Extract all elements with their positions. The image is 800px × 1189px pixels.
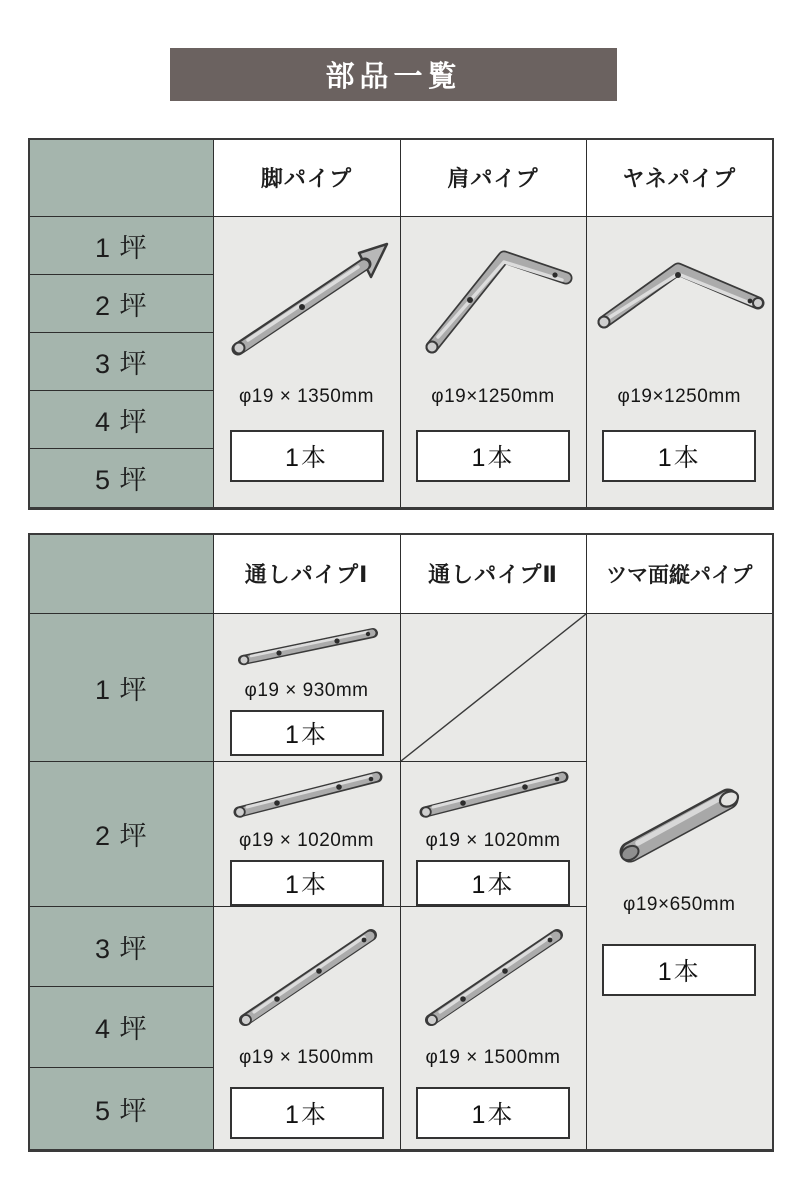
parts-table-top — [28, 138, 774, 510]
row-label-5tsubo: 5 坪 — [29, 448, 213, 508]
toshi-pipe1-345tsubo-cell — [213, 906, 400, 1150]
leg-pipe-quantity-box — [230, 430, 384, 482]
shoulder-pipe-quantity-box — [416, 430, 570, 482]
toshi-pipe2-2tsubo-dimension: φ19 × 1020mm — [425, 829, 561, 851]
toshi-pipe1-1tsubo-cell — [213, 613, 400, 761]
leg-pipe-icon — [218, 227, 396, 372]
toshi-pipe2-2tsubo-quantity-box — [416, 860, 570, 906]
toshi-pipe2-345tsubo-dimension: φ19 × 1500mm — [425, 1046, 561, 1068]
parts-table-bottom — [28, 533, 774, 1152]
straight-pipe-icon — [407, 917, 579, 1037]
toshi-pipe1-1tsubo-quantity-box — [230, 710, 384, 756]
straight-pipe-icon — [221, 917, 393, 1037]
toshi-pipe2-1tsubo-not-applicable-cell — [400, 613, 586, 761]
toshi-pipe2-345tsubo-quantity: 1本 — [471, 1100, 515, 1129]
row-label-3tsubo: 3 坪 — [29, 906, 213, 986]
column-header-tsuma-pipe: ツマ面縦パイプ — [586, 534, 773, 613]
straight-pipe-icon — [221, 762, 393, 824]
row-label-1tsubo: 1 坪 — [29, 613, 213, 761]
column-header-leg-pipe: 脚パイプ — [213, 139, 400, 216]
roof-pipe-dimension: φ19×1250mm — [617, 386, 741, 407]
roof-pipe-quantity: 1本 — [657, 444, 701, 472]
row-label-1tsubo: 1 坪 — [29, 216, 213, 274]
roof-pipe-icon — [590, 227, 768, 372]
column-header-toshi-pipe-1: 通しパイプⅠ — [213, 534, 400, 613]
column-header-shoulder-pipe: 肩パイプ — [400, 139, 586, 216]
corner-cell — [29, 534, 213, 613]
toshi-pipe1-2tsubo-cell — [213, 761, 400, 906]
toshi-pipe2-345tsubo-quantity-box — [416, 1087, 570, 1139]
row-label-3tsubo: 3 坪 — [29, 332, 213, 390]
row-label-4tsubo: 4 坪 — [29, 986, 213, 1067]
toshi-pipe2-2tsubo-quantity: 1本 — [471, 870, 515, 899]
diagonal-slash-icon — [401, 614, 586, 761]
page-title: 部品一覧 — [170, 48, 617, 101]
row-label-5tsubo: 5 坪 — [29, 1067, 213, 1150]
tsuma-pipe-cell — [586, 613, 773, 1150]
row-label-2tsubo: 2 坪 — [29, 274, 213, 332]
corner-cell — [29, 139, 213, 216]
row-label-4tsubo: 4 坪 — [29, 390, 213, 448]
toshi-pipe1-2tsubo-dimension: φ19 × 1020mm — [238, 829, 375, 851]
tsuma-pipe-quantity-box — [602, 944, 756, 996]
toshi-pipe2-345tsubo-cell — [400, 906, 586, 1150]
tsuma-pipe-dimension: φ19×650mm — [623, 893, 736, 915]
toshi-pipe1-2tsubo-quantity: 1本 — [285, 870, 328, 899]
tsuma-pipe-quantity: 1本 — [657, 957, 701, 986]
toshi-pipe1-345tsubo-dimension: φ19 × 1500mm — [238, 1046, 375, 1068]
straight-pipe-icon — [221, 618, 393, 674]
toshi-pipe1-1tsubo-quantity: 1本 — [285, 721, 328, 749]
leg-pipe-quantity: 1本 — [285, 444, 328, 472]
column-header-toshi-pipe-2: 通しパイプⅡ — [400, 534, 586, 613]
shoulder-pipe-icon — [404, 227, 582, 372]
straight-pipe-icon — [407, 762, 579, 824]
leg-pipe-cell — [213, 216, 400, 508]
short-pipe-icon — [590, 767, 768, 872]
toshi-pipe1-345tsubo-quantity: 1本 — [285, 1100, 328, 1129]
column-header-roof-pipe: ヤネパイプ — [586, 139, 773, 216]
toshi-pipe1-345tsubo-quantity-box — [230, 1087, 384, 1139]
shoulder-pipe-dimension: φ19×1250mm — [431, 386, 555, 407]
roof-pipe-quantity-box — [602, 430, 756, 482]
toshi-pipe2-2tsubo-cell — [400, 761, 586, 906]
leg-pipe-dimension: φ19 × 1350mm — [238, 386, 375, 407]
toshi-pipe1-2tsubo-quantity-box — [230, 860, 384, 906]
roof-pipe-cell — [586, 216, 773, 508]
row-label-2tsubo: 2 坪 — [29, 761, 213, 906]
shoulder-pipe-quantity: 1本 — [471, 444, 515, 472]
toshi-pipe1-1tsubo-dimension: φ19 × 930mm — [244, 680, 369, 701]
shoulder-pipe-cell — [400, 216, 586, 508]
